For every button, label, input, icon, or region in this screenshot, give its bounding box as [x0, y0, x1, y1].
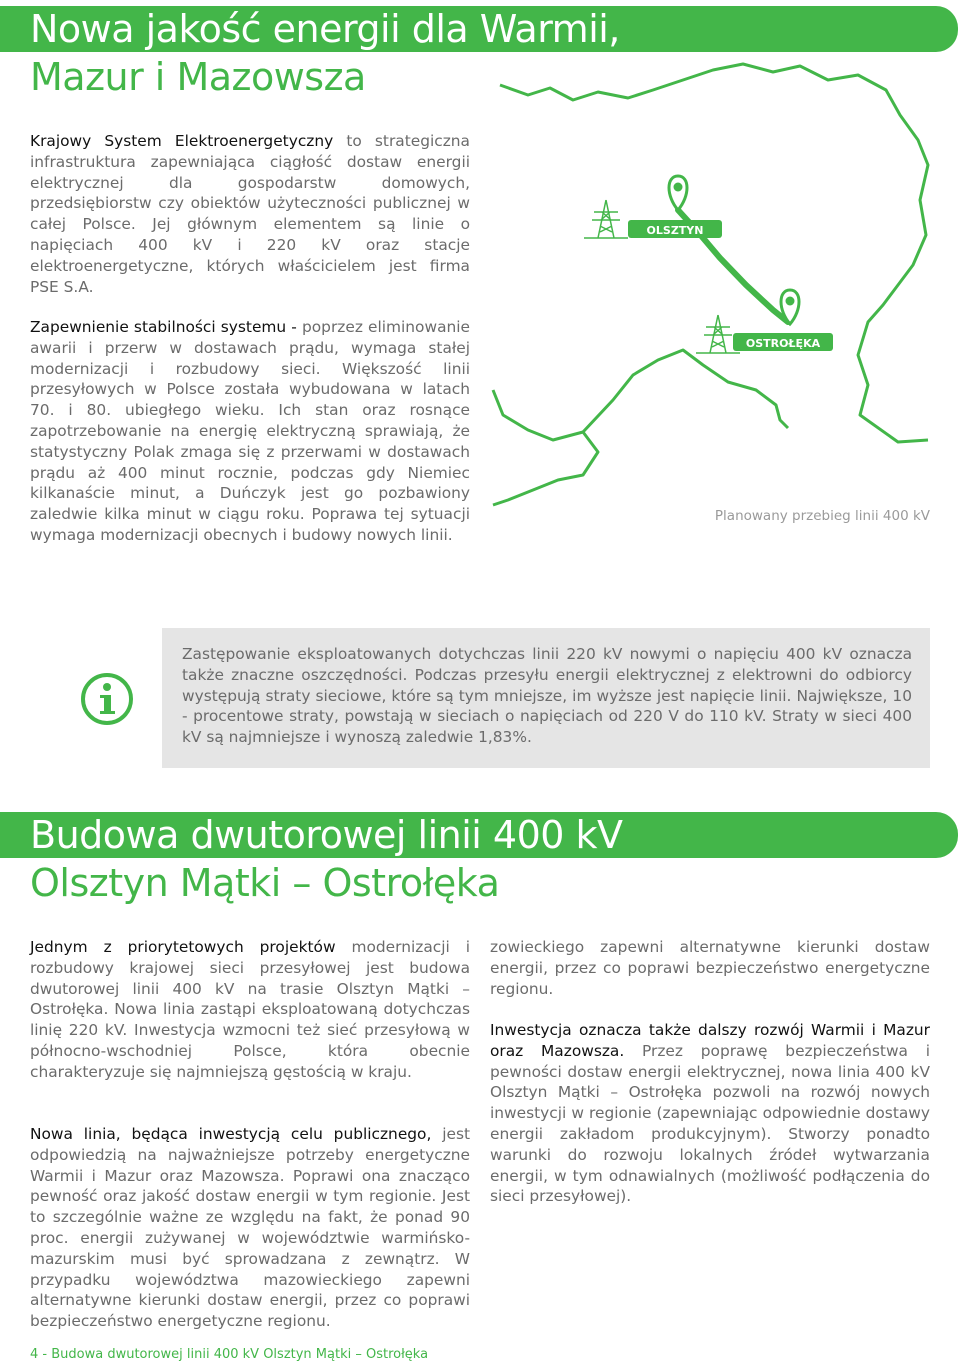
map-caption: Planowany przebieg linii 400 kV	[714, 508, 930, 524]
info-text: Zastępowanie eksploatowanych dotychczas linii 220 kV nowymi o napięciu 400 kV oznacza także znaczne oszczędności. Podczas przesyłu energii elektrycznej z elektrowni do odbiorcy występują straty sieciowe, które są tym mniejsze, im wyższe jest napięcie linii. Największe, 10 - procentowe straty, powstają w sieciach o napięciach od 220 V do 110 kV. Straty w sieci 400 kV są najmniejsze i wynoszą zaledwie 1,83%.	[182, 645, 912, 747]
section2-title	[30, 811, 623, 907]
info-box	[162, 628, 930, 768]
development-paragraph	[490, 1020, 930, 1207]
pylon-icon	[584, 200, 628, 238]
public-purpose-paragraph	[30, 1124, 470, 1331]
public-purpose-text: jest odpowiedzią na najważniejsze potrzeby energetyczne Warmii i Mazur oraz Mazowsza. Poprawi ona znacząco pewność oraz jakość dostaw energii w tym regionie. Jest to szczególnie ważne ze względu na fakt, że ponad 90 proc. energii zużywanej w województwie warmińsko-mazurskim musi być sprowadzana z zewnątrz. W przypadku województwa mazowieckiego zapewni alternatywne kierunki dostaw energii, przez co poprawi bezpieczeństwo energetyczne regionu.	[30, 1125, 470, 1331]
region-border-south	[583, 350, 788, 432]
olsztyn-pin-icon	[669, 176, 687, 210]
public-purpose-lead: Nowa linia, będąca inwestycją celu publicznego,	[30, 1125, 432, 1143]
project-paragraph	[30, 937, 470, 1083]
page-footer: 4 - Budowa dwutorowej linii 400 kV Olsztyn Mątki – Ostrołęka	[30, 1347, 429, 1362]
section1-title-line2: Mazur i Mazowsza	[30, 55, 366, 99]
public-purpose-continuation: zowieckiego zapewni alternatywne kierunki dostaw energii, przez co poprawi bezpieczeństwo energetyczne regionu.	[490, 938, 930, 998]
intro-paragraph	[30, 131, 470, 297]
project-text: modernizacji i rozbudowy krajowej sieci przesyłowej jest budowa dwutorowej linii 400 kV na trasie Olsztyn Mątki – Ostrołęka. Nowa linia zastąpi eksploatowaną dotychczas linię 220 kV. Inwestycja wzmocni też sieć przesyłową w północno-wschodniej Polsce, która obecnie charakteryzuje się najmniejszą gęstością w kraju.	[30, 938, 470, 1081]
route-map	[488, 60, 938, 530]
development-lead: Inwestycja oznacza także dalszy rozwój Warmii i Mazur oraz Mazowsza.	[490, 1021, 930, 1060]
section2-title-line1: Budowa dwutorowej linii 400 kV	[30, 813, 623, 857]
development-text: Przez poprawę bezpieczeństwa i pewności dostaw energii elektrycznej, nowa linia 400 kV Olsztyn Mątki – Ostrołęka pozwoli na rozwój nowych inwestycji w regionie (zapewniając odpowiednie dostawy energii zakładom produkcyjnym). Stworzy ponadto warunki do rozwoju lokalnych źródeł wytwarzania energii, w tym odnawialnych (możliwość podłączenia do sieci przesyłowej).	[490, 1041, 931, 1206]
section2-title-line2: Olsztyn Mątki – Ostrołęka	[30, 861, 500, 905]
section1-title-line1: Nowa jakość energii dla Warmii,	[30, 7, 620, 51]
stability-text: poprzez eliminowanie awarii i przerw w dostawach prądu, wymaga stałej modernizacji i rozbudowy sieci. Większość linii przesyłowych w Polsce została wybudowana w latach 70. i 80. ubiegłego wieku. Ich stan oraz rosnące zapotrzebowanie na energię elektryczną sprawiają, że statystyczny Polak zmaga się z przerwami w dostawach prądu aż 400 minut rocznie, podczas gdy Niemiec kilkanaście minut, a Duńczyk jest go pozbawiony zaledwie kilka minut w ciągu roku. Poprawa tej sytuacji wymaga modernizacji obecnych i budowy nowych linii.	[30, 318, 470, 544]
region-border-west	[493, 390, 598, 505]
stability-lead: Zapewnienie stabilności systemu -	[30, 318, 297, 336]
intro-text: to strategiczna infrastruktura zapewniająca ciągłość dostaw energii elektrycznej dla gospodarstw domowych, przedsiębiorstw czy obiektów użyteczności publicznej w całej Polsce. Jej głównym elementem są linie o napięciach 400 kV i 220 kV oraz stacje elektroenergetyczne, których właścicielem jest firma PSE S.A.	[30, 132, 470, 296]
stability-paragraph	[30, 317, 470, 546]
ostroleka-label: OSTROŁĘKA	[745, 337, 821, 350]
project-lead: Jednym z priorytetowych projektów	[30, 938, 336, 956]
olsztyn-label: OLSZTYN	[646, 224, 704, 237]
info-icon	[80, 672, 134, 726]
intro-lead: Krajowy System Elektroenergetyczny	[30, 132, 334, 150]
